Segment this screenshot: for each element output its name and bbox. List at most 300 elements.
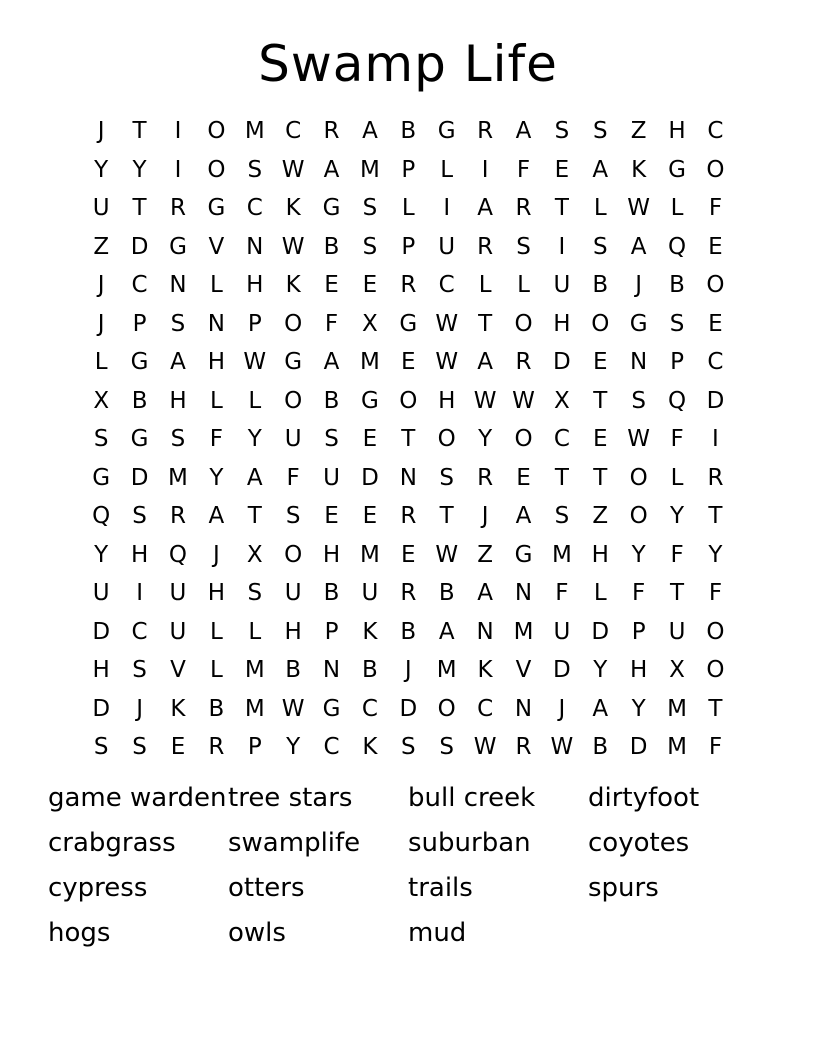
word-list-item: suburban [408,828,531,858]
grid-letter: M [513,618,534,645]
grid-letter: R [515,734,532,760]
grid-letter: F [632,580,646,606]
grid-row [82,536,735,575]
grid-letter: S [516,233,531,260]
grid-letter: K [362,734,378,760]
word-list-item: bull creek [408,783,536,813]
grid-letter: S [324,426,339,452]
grid-letter: A [438,618,455,645]
grid-letter: Z [93,233,110,260]
grid-letter: F [555,580,569,606]
page-title: Swamp Life [258,35,558,93]
grid-letter: C [438,272,455,298]
grid-letter: S [93,734,109,760]
grid-letter: A [477,195,493,221]
grid-letter: B [323,233,340,260]
grid-letter: Z [477,541,493,568]
grid-letter: N [514,580,533,606]
grid-letter: M [360,541,380,568]
grid-letter: N [514,695,533,722]
grid-letter: L [401,195,415,221]
grid-letter: L [94,349,108,375]
grid-letter: B [208,695,225,722]
grid-letter: O [284,310,303,337]
grid-letter: O [706,156,725,183]
grid-letter: B [131,387,148,414]
grid-letter: U [92,580,110,606]
grid-letter: M [360,349,380,375]
grid-letter: C [131,618,148,645]
grid-letter: G [437,118,456,144]
grid-letter: F [670,426,684,452]
grid-letter: O [514,310,533,337]
grid-letter: U [553,618,571,645]
grid-letter: Z [592,503,609,529]
grid-letter: T [670,580,685,606]
grid-letter: N [207,310,225,337]
grid-letter: U [92,195,110,221]
grid-letter: V [170,657,186,683]
word-list-item: coyotes [588,828,690,858]
grid-letter: K [285,272,301,298]
grid-letter: E [170,734,186,760]
grid-letter: S [592,233,608,260]
grid-letter: Y [631,695,646,722]
grid-letter: B [323,387,340,414]
grid-letter: R [400,580,417,606]
grid-letter: H [130,541,149,568]
grid-letter: U [361,580,379,606]
grid-letter: W [243,349,267,375]
grid-letter: H [668,118,686,144]
grid-row [82,497,735,536]
grid-letter: U [284,580,302,606]
grid-letter: T [593,387,608,414]
grid-letter: O [629,464,648,491]
grid-letter: F [286,464,300,491]
grid-letter: O [706,657,725,683]
grid-letter: S [554,118,570,144]
grid-letter: M [360,156,380,183]
grid-letter: A [592,695,609,722]
grid-letter: R [400,503,417,529]
grid-letter: G [130,349,149,375]
grid-letter: T [247,503,262,529]
grid-letter: E [362,503,378,529]
grid-letter: L [209,387,223,414]
grid-letter: M [244,695,265,722]
grid-letter: R [477,233,494,260]
grid-letter: P [247,310,262,337]
grid-letter: T [478,310,493,337]
grid-letter: T [554,195,569,221]
grid-letter: R [477,118,494,144]
word-list-item: otters [228,873,305,903]
grid-letter: I [136,580,143,606]
grid-letter: D [706,387,725,414]
grid-letter: R [477,464,494,491]
grid-letter: G [207,195,226,221]
word-list-item: dirtyfoot [588,783,700,813]
grid-row [82,651,735,690]
grid-letter: R [707,464,724,491]
grid-letter: A [515,503,532,529]
grid-letter: C [361,695,378,722]
grid-letter: Y [593,657,608,683]
word-list-item: game warden [48,783,227,813]
grid-letter: H [553,310,571,337]
grid-letter: G [169,233,187,260]
grid-letter: G [514,541,533,568]
grid-letter: A [323,349,340,375]
grid-letter: S [631,387,646,414]
grid-letter: B [438,580,455,606]
word-list-item: trails [408,873,473,903]
grid-letter: W [281,695,305,722]
grid-letter: X [669,657,685,683]
grid-letter: Y [94,156,109,183]
grid-letter: Q [668,233,687,260]
grid-letter: A [323,156,340,183]
grid-letter: N [476,618,494,645]
grid-letter: D [629,734,648,760]
grid-letter: J [136,695,143,722]
grid-letter: G [284,349,303,375]
grid-letter: L [670,464,684,491]
letter-grid [82,112,735,767]
grid-letter: C [707,349,724,375]
grid-letter: S [285,503,301,529]
grid-letter: E [324,272,339,298]
grid-letter: Q [92,503,111,529]
grid-letter: F [324,310,339,337]
grid-letter: P [324,618,339,645]
grid-letter: L [209,618,223,645]
grid-letter: F [209,426,223,452]
word-list-item: swamplife [228,828,361,858]
grid-letter: G [92,464,111,491]
grid-letter: S [247,156,263,183]
grid-row [82,189,735,228]
grid-letter: M [667,695,687,722]
grid-letter: K [170,695,186,722]
grid-letter: C [553,426,570,452]
grid-letter: A [477,349,493,375]
grid-letter: A [208,503,225,529]
grid-letter: S [247,580,263,606]
grid-letter: T [554,464,569,491]
word-list-item: mud [408,918,467,948]
grid-letter: E [516,464,531,491]
grid-letter: K [477,657,493,683]
grid-letter: J [97,272,105,298]
grid-letter: A [362,118,378,144]
grid-letter: E [401,541,416,568]
grid-row [82,382,735,421]
grid-letter: H [246,272,264,298]
grid-letter: T [708,695,723,722]
word-list-item: hogs [48,918,111,948]
grid-row [82,728,735,767]
grid-letter: Y [708,541,723,568]
grid-row [82,574,735,613]
grid-letter: T [401,426,416,452]
grid-letter: E [324,503,339,529]
grid-letter: P [247,734,262,760]
grid-letter: P [631,618,646,645]
grid-letter: J [97,310,105,337]
grid-letter: S [439,734,455,760]
grid-letter: K [285,195,301,221]
grid-letter: P [132,310,147,337]
grid-letter: B [400,118,417,144]
grid-letter: U [323,464,340,491]
grid-letter: A [246,464,263,491]
grid-letter: T [439,503,454,529]
grid-letter: S [439,464,455,491]
grid-letter: S [170,426,186,452]
grid-letter: I [481,156,489,183]
grid-letter: H [591,541,609,568]
grid-letter: P [401,156,416,183]
grid-letter: J [212,541,220,568]
grid-letter: S [362,233,378,260]
grid-letter: E [593,426,608,452]
grid-letter: N [322,657,341,683]
grid-letter: E [554,156,570,183]
grid-letter: L [209,657,223,683]
grid-letter: O [284,387,303,414]
grid-letter: E [708,310,723,337]
grid-letter: O [399,387,418,414]
grid-letter: H [207,580,226,606]
grid-letter: B [285,657,302,683]
grid-letter: B [669,272,685,298]
grid-letter: G [399,310,418,337]
grid-letter: W [435,349,459,375]
grid-letter: R [323,118,340,144]
grid-letter: A [630,233,647,260]
grid-letter: B [323,580,340,606]
grid-letter: Y [132,156,147,183]
grid-letter: W [627,195,651,221]
grid-letter: L [593,195,607,221]
grid-letter: G [361,387,379,414]
grid-row [82,305,735,344]
grid-letter: C [707,118,724,144]
grid-letter: E [362,272,378,298]
grid-letter: S [362,195,378,221]
grid-letter: A [477,580,493,606]
grid-letter: I [443,195,451,221]
grid-letter: J [97,118,105,144]
grid-letter: O [437,695,456,722]
grid-letter: D [591,618,610,645]
grid-letter: T [132,118,147,144]
grid-letter: D [553,657,571,683]
grid-letter: G [668,156,686,183]
grid-letter: S [93,426,109,452]
grid-letter: A [515,118,532,144]
grid-letter: U [169,618,187,645]
grid-letter: E [401,349,416,375]
grid-row [82,151,735,190]
grid-letter: H [438,387,456,414]
grid-letter: F [708,580,723,606]
grid-letter: I [558,233,566,260]
grid-letter: W [435,310,459,337]
grid-letter: V [515,657,532,683]
grid-letter: L [593,580,607,606]
word-list-item: cypress [48,873,148,903]
grid-letter: L [517,272,530,298]
word-list-item: crabgrass [48,828,176,858]
grid-letter: X [93,387,110,414]
grid-row [82,266,735,305]
grid-row [82,112,735,151]
grid-letter: K [362,618,378,645]
grid-letter: V [208,233,225,260]
grid-letter: E [593,349,608,375]
grid-letter: G [322,695,341,722]
grid-letter: L [248,387,262,414]
grid-letter: Y [670,503,685,529]
grid-letter: H [322,541,341,568]
grid-letter: A [170,349,186,375]
grid-letter: C [323,734,340,760]
grid-letter: H [207,349,226,375]
grid-letter: G [130,426,149,452]
grid-letter: P [401,233,416,260]
grid-letter: B [400,618,417,645]
grid-letter: Y [209,464,224,491]
grid-letter: S [592,118,608,144]
grid-letter: S [669,310,685,337]
grid-letter: W [512,387,535,414]
grid-letter: S [554,503,570,529]
grid-letter: L [478,272,492,298]
grid-letter: E [362,426,378,452]
grid-letter: O [629,503,648,529]
grid-letter: J [635,272,643,298]
grid-letter: S [132,657,147,683]
grid-letter: D [92,618,111,645]
grid-letter: N [169,272,187,298]
grid-letter: J [558,695,566,722]
grid-row [82,459,735,498]
grid-letter: Q [168,541,188,568]
grid-letter: X [246,541,263,568]
grid-letter: X [554,387,570,414]
grid-letter: J [481,503,489,529]
grid-letter: R [400,272,417,298]
grid-letter: A [592,156,609,183]
grid-letter: B [362,657,378,683]
grid-letter: Y [286,734,301,760]
grid-letter: O [207,118,226,144]
grid-letter: H [630,657,648,683]
grid-letter: R [169,503,186,529]
grid-letter: S [170,310,186,337]
grid-row [82,690,735,729]
grid-letter: I [174,156,182,183]
grid-letter: L [248,618,262,645]
grid-letter: T [593,464,608,491]
grid-letter: H [284,618,302,645]
grid-letter: Z [630,118,647,144]
grid-letter: O [437,426,456,452]
grid-letter: M [244,118,265,144]
grid-letter: D [92,695,111,722]
grid-letter: U [169,580,187,606]
grid-letter: X [362,310,378,337]
grid-letter: I [174,118,182,144]
grid-letter: K [631,156,647,183]
grid-letter: U [668,618,686,645]
grid-letter: Y [94,541,109,568]
grid-row [82,420,735,459]
grid-letter: D [399,695,418,722]
grid-letter: D [130,233,149,260]
grid-letter: O [207,156,226,183]
grid-letter: S [401,734,416,760]
grid-letter: G [629,310,648,337]
grid-letter: C [131,272,148,298]
grid-letter: O [706,618,725,645]
grid-letter: R [515,349,532,375]
grid-letter: O [514,426,533,452]
grid-letter: W [435,541,459,568]
grid-letter: C [246,195,263,221]
grid-letter: H [92,657,110,683]
grid-letter: D [553,349,571,375]
grid-letter: L [440,156,454,183]
grid-letter: M [551,541,572,568]
grid-letter: R [208,734,225,760]
grid-letter: W [281,156,305,183]
grid-letter: S [132,734,147,760]
grid-letter: W [473,387,497,414]
grid-letter: W [550,734,574,760]
grid-letter: Y [631,541,646,568]
grid-letter: Q [668,387,687,414]
grid-letter: F [670,541,684,568]
grid-letter: M [436,657,457,683]
grid-letter: O [706,272,725,298]
word-list [48,778,768,958]
grid-letter: R [515,195,532,221]
grid-row [82,343,735,382]
grid-letter: D [130,464,149,491]
word-list-item: spurs [588,873,659,903]
grid-letter: L [670,195,684,221]
grid-letter: G [322,195,341,221]
grid-letter: U [284,426,302,452]
grid-letter: Y [478,426,493,452]
grid-row [82,613,735,652]
grid-letter: D [361,464,379,491]
grid-letter: F [516,156,531,183]
word-list-item: tree stars [228,783,353,813]
grid-letter: O [284,541,303,568]
grid-letter: I [712,426,719,452]
grid-letter: J [404,657,412,683]
grid-letter: E [708,233,723,260]
grid-letter: T [708,503,723,529]
grid-letter: U [438,233,456,260]
grid-letter: B [592,734,609,760]
grid-letter: W [281,233,305,260]
